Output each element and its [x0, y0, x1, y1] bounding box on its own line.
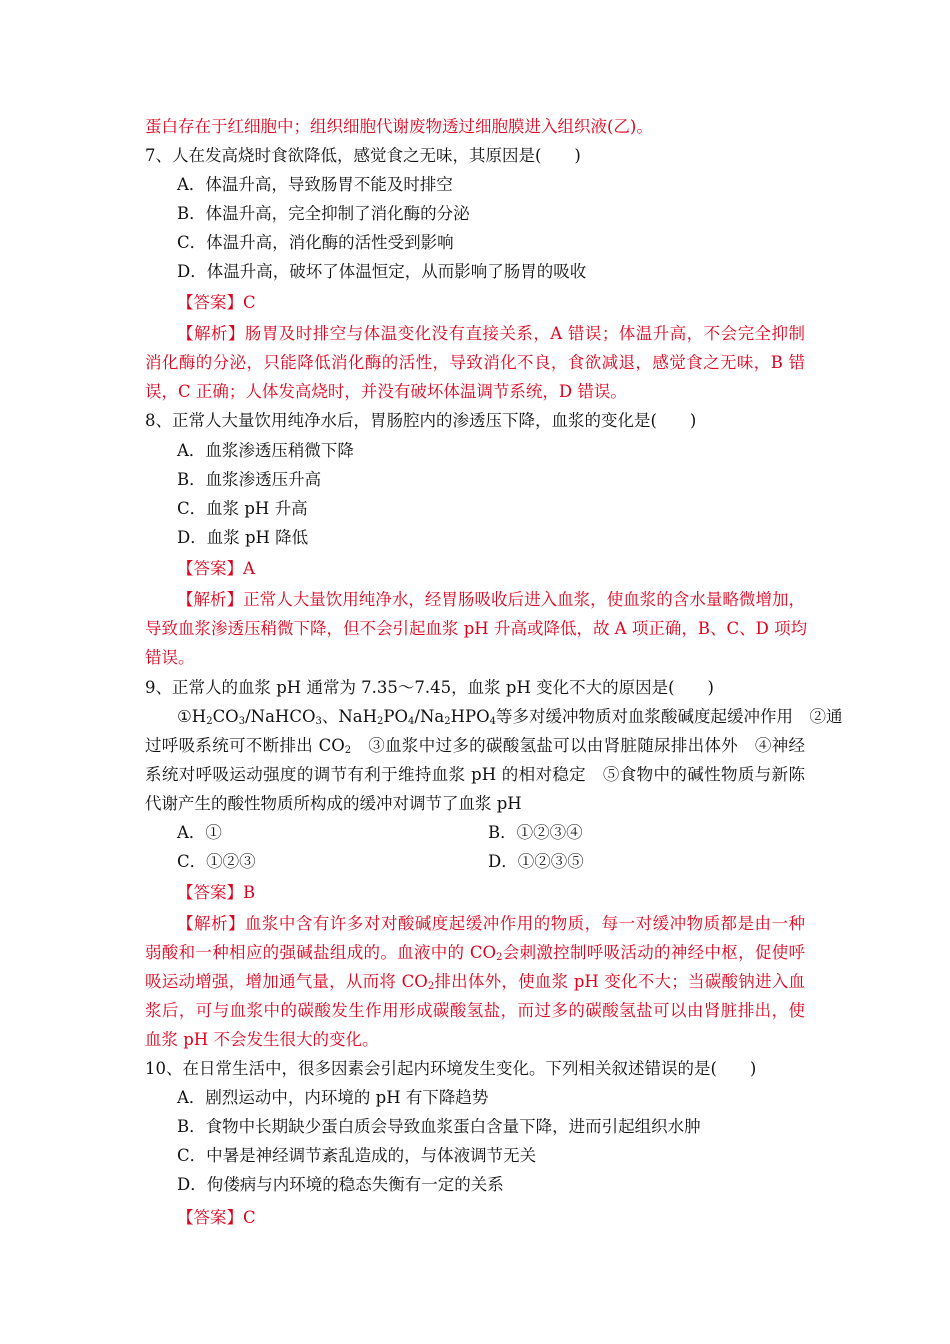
q9-analysis-line-2: 弱酸和一种相应的强碱盐组成的。血液中的 $CO_2$会刺激控制呼吸活动的神经中枢，促使呼: [145, 943, 806, 963]
q7-option-a: A．体温升高，导致肠胃不能及时排空: [177, 175, 453, 194]
q7-analysis-line-2: 消化酶的分泌，只能降低消化酶的活性，导致消化不良，食欲减退，感觉食之无味，B 错: [145, 353, 805, 372]
q10-option-d: D．佝偻病与内环境的稳态失衡有一定的关系: [177, 1175, 504, 1194]
q7-analysis-line-1: 【解析】肠胃及时排空与体温变化没有直接关系，A 错误；体温升高，不会完全抑制: [177, 324, 805, 343]
question-10-stem: 10、在日常生活中，很多因素会引起内环境发生变化。下列相关叙述错误的是( ): [145, 1059, 757, 1078]
q9-analysis-line-3: 吸运动增强，增加通气量，从而将 $CO_2$排出体外，使血浆 pH 变化不大；当碳酸钠进入血: [145, 972, 805, 992]
q9-answer: 【答案】B: [177, 883, 256, 902]
q9-analysis-line-4: 浆后，可与血浆中的碳酸发生作用形成碳酸氢盐，而过多的碳酸氢盐可以由肾脏排出，使: [145, 1001, 805, 1020]
q7-option-c: C．体温升高，消化酶的活性受到影响: [177, 233, 454, 252]
q10-option-b: B．食物中长期缺少蛋白质会导致血浆蛋白含量下降，进而引起组织水肿: [177, 1117, 701, 1136]
q9-analysis-line-5: 血浆 pH 不会发生很大的变化。: [145, 1030, 379, 1049]
q8-analysis-line-1: 【解析】正常人大量饮用纯净水，经胃肠吸收后进入血浆，使血浆的含水量略微增加，: [177, 590, 805, 609]
q8-option-c: C．血浆 pH 升高: [177, 499, 308, 518]
q8-option-a: A．血浆渗透压稍微下降: [177, 441, 354, 460]
q10-option-c: C．中暑是神经调节紊乱造成的，与体液调节无关: [177, 1146, 537, 1165]
q9-statement-line-1: $①H_2CO_3/NaHCO_3$、$NaH_2PO_4/Na_2HPO_4$等多对缓冲物质对血浆酸碱度起缓冲作用 ②通: [177, 707, 843, 727]
q10-option-a: A．剧烈运动中，内环境的 pH 有下降趋势: [177, 1088, 489, 1107]
question-8-stem: 8、正常人大量饮用纯净水后，胃肠腔内的渗透压下降，血浆的变化是( ): [145, 411, 697, 430]
q8-answer: 【答案】A: [177, 559, 255, 578]
question-7-stem: 7、人在发高烧时食欲降低，感觉食之无味，其原因是( ): [145, 146, 581, 165]
question-9-stem: 9、正常人的血浆 pH 通常为 7.35～7.45，血浆 pH 变化不大的原因是( ): [145, 678, 714, 697]
q9-option-a: A．①: [177, 823, 222, 842]
q9-statement-line-3: 系统对呼吸运动强度的调节有利于维持血浆 pH 的相对稳定 ⑤食物中的碱性物质与新陈: [145, 765, 805, 784]
q9-option-d: D．①②③⑤: [488, 852, 584, 871]
q7-option-d: D．体温升高，破坏了体温恒定，从而影响了肠胃的吸收: [177, 262, 587, 281]
q8-option-b: B．血浆渗透压升高: [177, 470, 322, 489]
q7-option-b: B．体温升高，完全抑制了消化酶的分泌: [177, 204, 470, 223]
q9-analysis-line-1: 【解析】血浆中含有许多对对酸碱度起缓冲作用的物质，每一对缓冲物质都是由一种: [177, 914, 805, 933]
q9-statement-line-4: 代谢产生的酸性物质所构成的缓冲对调节了血浆 pH: [145, 794, 522, 813]
q9-statement-line-2: 过呼吸系统可不断排出 $CO_2$ ③血浆中过多的碳酸氢盐可以由肾脏随尿排出体外 ④神经: [145, 736, 805, 756]
intro-text: 蛋白存在于红细胞中；组织细胞代谢废物透过细胞膜进入组织液(乙)。: [145, 117, 653, 136]
q7-answer: 【答案】C: [177, 293, 256, 312]
q8-analysis-line-3: 错误。: [145, 648, 195, 667]
q10-answer: 【答案】C: [177, 1208, 256, 1227]
q8-analysis-line-2: 导致血浆渗透压稍微下降，但不会引起血浆 pH 升高或降低，故 A 项正确，B、C、D 项均: [145, 619, 808, 638]
q9-option-c: C．①②③: [177, 852, 256, 871]
q7-analysis-line-3: 误，C 正确；人体发高烧时，并没有破坏体温调节系统，D 错误。: [145, 382, 627, 401]
q9-option-b: B．①②③④: [488, 823, 583, 842]
q8-option-d: D．血浆 pH 降低: [177, 528, 309, 547]
